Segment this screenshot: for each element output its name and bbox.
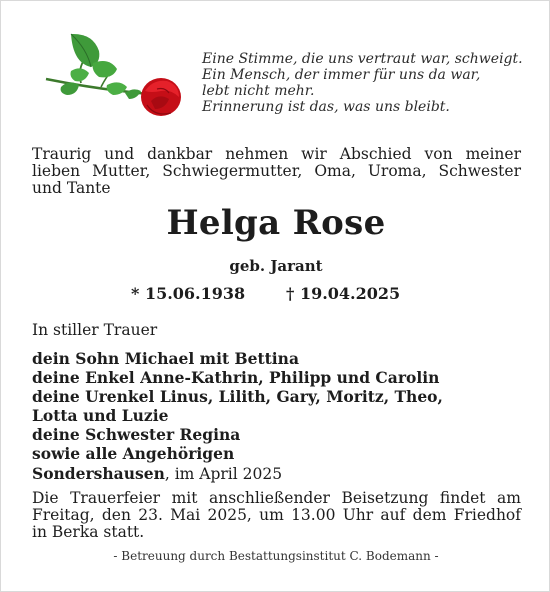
- funeral-line: in Berka statt.: [32, 523, 145, 541]
- mourning-heading: In stiller Trauer: [32, 321, 158, 339]
- birth-name: geb. Jarant: [229, 257, 323, 275]
- funeral-info: [32, 490, 521, 541]
- funeral-line: Die Trauerfeier mit anschließender Beisetzung findet am: [32, 489, 521, 507]
- memorial-verse: [202, 51, 542, 115]
- place-date: [32, 464, 282, 483]
- family-line: dein Sohn Michael mit Bettina: [32, 349, 299, 368]
- funeral-line: Freitag, den 23. Mai 2025, um 13.00 Uhr auf dem Friedhof: [32, 506, 521, 524]
- intro-line: Traurig und dankbar nehmen wir Abschied von meiner: [32, 145, 521, 163]
- verse-line: lebt nicht mehr.: [202, 83, 315, 99]
- place-month: , im April 2025: [164, 465, 283, 483]
- family-line: Lotta und Luzie: [32, 406, 169, 425]
- funeral-home-credit: - Betreuung durch Bestattungsinstitut C. Bodemann -: [113, 549, 439, 563]
- verse-line: Erinnerung ist das, was uns bleibt.: [202, 99, 450, 115]
- red-rose-image: [41, 29, 191, 124]
- intro-text: [32, 146, 521, 197]
- birth-date: * 15.06.1938: [131, 284, 246, 303]
- family-line: deine Schwester Regina: [32, 425, 241, 444]
- verse-line: Ein Mensch, der immer für uns da war,: [202, 67, 481, 83]
- intro-line: und Tante: [32, 179, 111, 197]
- intro-line: lieben Mutter, Schwiegermutter, Oma, Uroma, Schwester: [32, 162, 521, 180]
- family-line: deine Enkel Anne-Kathrin, Philipp und Carolin: [32, 368, 440, 387]
- family-line: sowie alle Angehörigen: [32, 444, 235, 463]
- death-date: † 19.04.2025: [286, 284, 401, 303]
- family-line: deine Urenkel Linus, Lilith, Gary, Moritz, Theo,: [32, 387, 443, 406]
- place-city: Sondershausen: [32, 464, 165, 483]
- deceased-name: Helga Rose: [166, 203, 386, 243]
- verse-line: Eine Stimme, die uns vertraut war, schweigt.: [202, 51, 523, 67]
- family-list: [32, 349, 512, 463]
